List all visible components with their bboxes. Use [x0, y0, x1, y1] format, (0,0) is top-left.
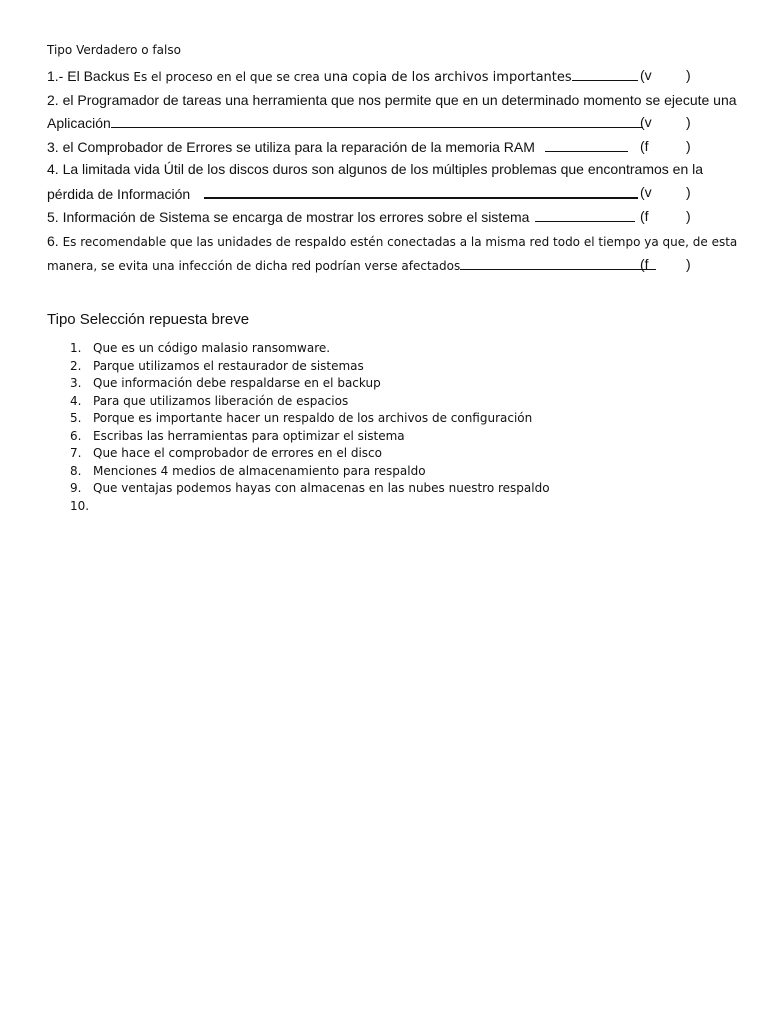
- list-item-text: Que ventajas podemos hayas con almacenas en las nubes nuestro respaldo: [93, 481, 550, 495]
- list-item-text: Menciones 4 medios de almacenamiento para respaldo: [93, 463, 426, 478]
- list-item-number: 3.: [70, 376, 82, 390]
- tf-item-3-text: 3. el Comprobador de Errores se utiliza para la reparación de la memoria RAM: [47, 139, 535, 155]
- tf-item-4-text: pérdida de Información: [47, 186, 191, 202]
- tf-item-1-lead: 1.- El Backus: [47, 68, 134, 84]
- tf-item-6-close: ): [686, 256, 691, 272]
- tf-item-1-mid: Es el proceso en el que se crea: [133, 70, 324, 84]
- tf-item-3-answer: (f: [640, 138, 649, 154]
- tf-item-1-blank[interactable]: [572, 67, 638, 81]
- tf-item-2-line2: [47, 114, 643, 132]
- tf-item-3-close: ): [686, 138, 691, 154]
- tf-item-4-blank[interactable]: [204, 184, 638, 199]
- tf-item-4-answer: (v: [640, 184, 652, 200]
- list-item-text: Para que utilizamos liberación de espacios: [93, 393, 349, 408]
- tf-item-1-close: ): [686, 67, 691, 83]
- tf-item-5: [47, 208, 635, 226]
- tf-item-1-text: una copia de los archivos importantes: [323, 70, 572, 85]
- tf-item-3: [47, 138, 628, 156]
- tf-item-6-answer: (f: [640, 256, 649, 272]
- tf-item-5-answer: (f: [640, 208, 649, 224]
- tf-item-1: [47, 67, 638, 87]
- tf-item-6-text2: manera, se evita una infección de dicha red podrían verse afectados: [47, 259, 461, 273]
- list-item-text: Escribas las herramientas para optimizar el sistema: [93, 428, 405, 443]
- list-item-number: 6.: [70, 428, 82, 443]
- tf-item-4-line1: 4. La limitada vida Útil de los discos duros son algunos de los múltiples problemas que encontramos en la: [47, 161, 704, 177]
- tf-item-6-blank[interactable]: [460, 256, 656, 270]
- list-item-number: 8.: [70, 463, 82, 478]
- tf-item-2-answer: (v: [640, 114, 652, 130]
- list-item-text: Que información debe respaldarse en el backup: [93, 376, 381, 390]
- tf-item-5-close: ): [686, 208, 691, 224]
- section-title-short-answer: Tipo Selección repuesta breve: [47, 311, 250, 328]
- tf-item-4-close: ): [686, 184, 691, 200]
- list-item-number: 5.: [70, 411, 82, 425]
- tf-item-3-blank[interactable]: [545, 138, 628, 152]
- tf-item-2-text: Aplicación: [47, 115, 111, 131]
- list-item-number: 10.: [70, 498, 90, 513]
- tf-item-2-line1: 2. el Programador de tareas una herramienta que nos permite que en un determinado momento se ejecute una: [47, 92, 737, 108]
- list-item-text: Que es un código malasio ransomware.: [93, 341, 331, 355]
- tf-item-2-blank[interactable]: [111, 114, 643, 128]
- section-title-true-false: Tipo Verdadero o falso: [47, 43, 181, 57]
- list-item-number: 9.: [70, 481, 82, 495]
- list-item-text: Que hace el comprobador de errores en el disco: [93, 446, 382, 460]
- list-item-text: Parque utilizamos el restaurador de sistemas: [93, 358, 364, 373]
- tf-item-5-text: 5. Información de Sistema se encarga de mostrar los errores sobre el sistema: [47, 209, 530, 225]
- tf-item-4-line2: [47, 184, 638, 203]
- list-item-text: Porque es importante hacer un respaldo de los archivos de configuración: [93, 411, 533, 425]
- list-item-number: 7.: [70, 446, 82, 460]
- tf-item-2-close: ): [686, 114, 691, 130]
- tf-item-6-num: 6.: [47, 233, 63, 249]
- tf-item-6-line1: [47, 232, 737, 251]
- list-item-number: 4.: [70, 393, 82, 408]
- tf-item-5-blank[interactable]: [535, 208, 635, 222]
- tf-item-6-text: Es recomendable que las unidades de respaldo estén conectadas a la misma red todo el tiempo ya que, de esta: [62, 235, 738, 249]
- tf-item-6-line2: [47, 256, 656, 275]
- list-item-number: 2.: [70, 358, 82, 373]
- tf-item-1-answer: (v: [640, 67, 652, 83]
- list-item-number: 1.: [70, 341, 82, 355]
